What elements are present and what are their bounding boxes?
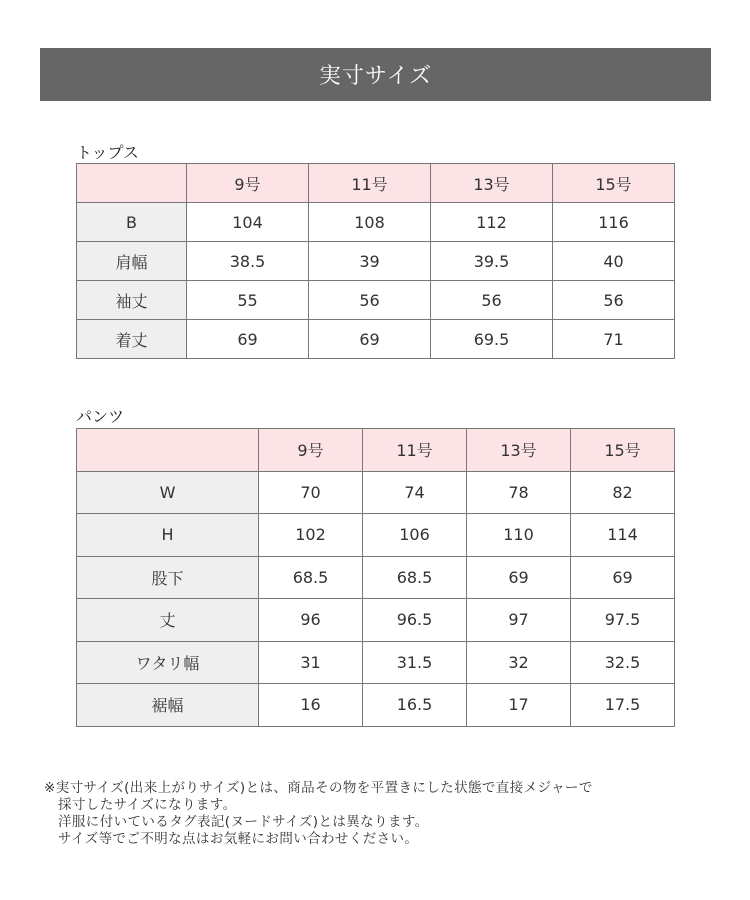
table-cell: 112 (431, 203, 553, 242)
row-label: 丈 (77, 599, 259, 642)
table-cell: 32 (467, 641, 571, 684)
table-cell: 116 (553, 203, 675, 242)
table-cell: 69 (187, 320, 309, 359)
table-cell: 38.5 (187, 242, 309, 281)
table-cell: 102 (259, 514, 363, 557)
size-note (44, 780, 724, 848)
row-label: W (77, 471, 259, 514)
table-row (77, 556, 675, 599)
table-cell: 39 (309, 242, 431, 281)
row-label: B (77, 203, 187, 242)
table-cell: 56 (309, 281, 431, 320)
pants-size-table (76, 428, 675, 727)
table-cell: 40 (553, 242, 675, 281)
table-cell: 69 (467, 556, 571, 599)
tops-section-label: トップス (76, 143, 139, 162)
row-label: 袖丈 (77, 281, 187, 320)
note-line: ※実寸サイズ(出来上がりサイズ)とは、商品その物を平置きにした状態で直接メジャーで (44, 780, 593, 796)
table-cell: 16 (259, 684, 363, 727)
table-cell: 68.5 (363, 556, 467, 599)
table-cell: 31 (259, 641, 363, 684)
table-cell: 106 (363, 514, 467, 557)
table-cell: 97.5 (571, 599, 675, 642)
table-header-row (77, 164, 675, 203)
table-cell: 104 (187, 203, 309, 242)
table-header-row (77, 429, 675, 472)
table-cell: 69 (309, 320, 431, 359)
table-cell: 74 (363, 471, 467, 514)
table-cell: 17.5 (571, 684, 675, 727)
table-cell: 110 (467, 514, 571, 557)
row-label: 裾幅 (77, 684, 259, 727)
row-label: 股下 (77, 556, 259, 599)
row-label: 着丈 (77, 320, 187, 359)
row-label: 肩幅 (77, 242, 187, 281)
note-line: サイズ等でご不明な点はお気軽にお問い合わせください。 (58, 831, 419, 847)
note-line: 採寸したサイズになります。 (58, 797, 237, 813)
table-cell: 96 (259, 599, 363, 642)
table-cell: 16.5 (363, 684, 467, 727)
table-cell: 56 (431, 281, 553, 320)
header-corner (77, 164, 187, 203)
table-row (77, 320, 675, 359)
header-size-9: 9号 (259, 429, 363, 472)
table-cell: 97 (467, 599, 571, 642)
pants-section-label: パンツ (76, 407, 125, 426)
table-cell: 17 (467, 684, 571, 727)
table-cell: 32.5 (571, 641, 675, 684)
table-cell: 68.5 (259, 556, 363, 599)
header-size-13: 13号 (467, 429, 571, 472)
note-line: 洋服に付いているタグ表記(ヌードサイズ)とは異なります。 (58, 814, 429, 830)
table-cell: 78 (467, 471, 571, 514)
tops-size-table (76, 163, 675, 359)
table-cell: 82 (571, 471, 675, 514)
table-cell: 56 (553, 281, 675, 320)
table-row (77, 281, 675, 320)
table-row (77, 242, 675, 281)
header-size-15: 15号 (571, 429, 675, 472)
table-row (77, 203, 675, 242)
header-size-11: 11号 (363, 429, 467, 472)
table-row (77, 684, 675, 727)
header-size-15: 15号 (553, 164, 675, 203)
header-size-13: 13号 (431, 164, 553, 203)
table-row (77, 514, 675, 557)
table-cell: 70 (259, 471, 363, 514)
header-size-9: 9号 (187, 164, 309, 203)
table-row (77, 471, 675, 514)
header-corner (77, 429, 259, 472)
table-cell: 55 (187, 281, 309, 320)
table-cell: 69.5 (431, 320, 553, 359)
row-label: ワタリ幅 (77, 641, 259, 684)
page-title-banner (40, 48, 711, 101)
table-cell: 69 (571, 556, 675, 599)
table-cell: 114 (571, 514, 675, 557)
table-cell: 108 (309, 203, 431, 242)
row-label: H (77, 514, 259, 557)
table-cell: 31.5 (363, 641, 467, 684)
table-row (77, 599, 675, 642)
page-title: 実寸サイズ (318, 64, 433, 89)
table-row (77, 641, 675, 684)
header-size-11: 11号 (309, 164, 431, 203)
table-cell: 71 (553, 320, 675, 359)
table-cell: 39.5 (431, 242, 553, 281)
table-cell: 96.5 (363, 599, 467, 642)
